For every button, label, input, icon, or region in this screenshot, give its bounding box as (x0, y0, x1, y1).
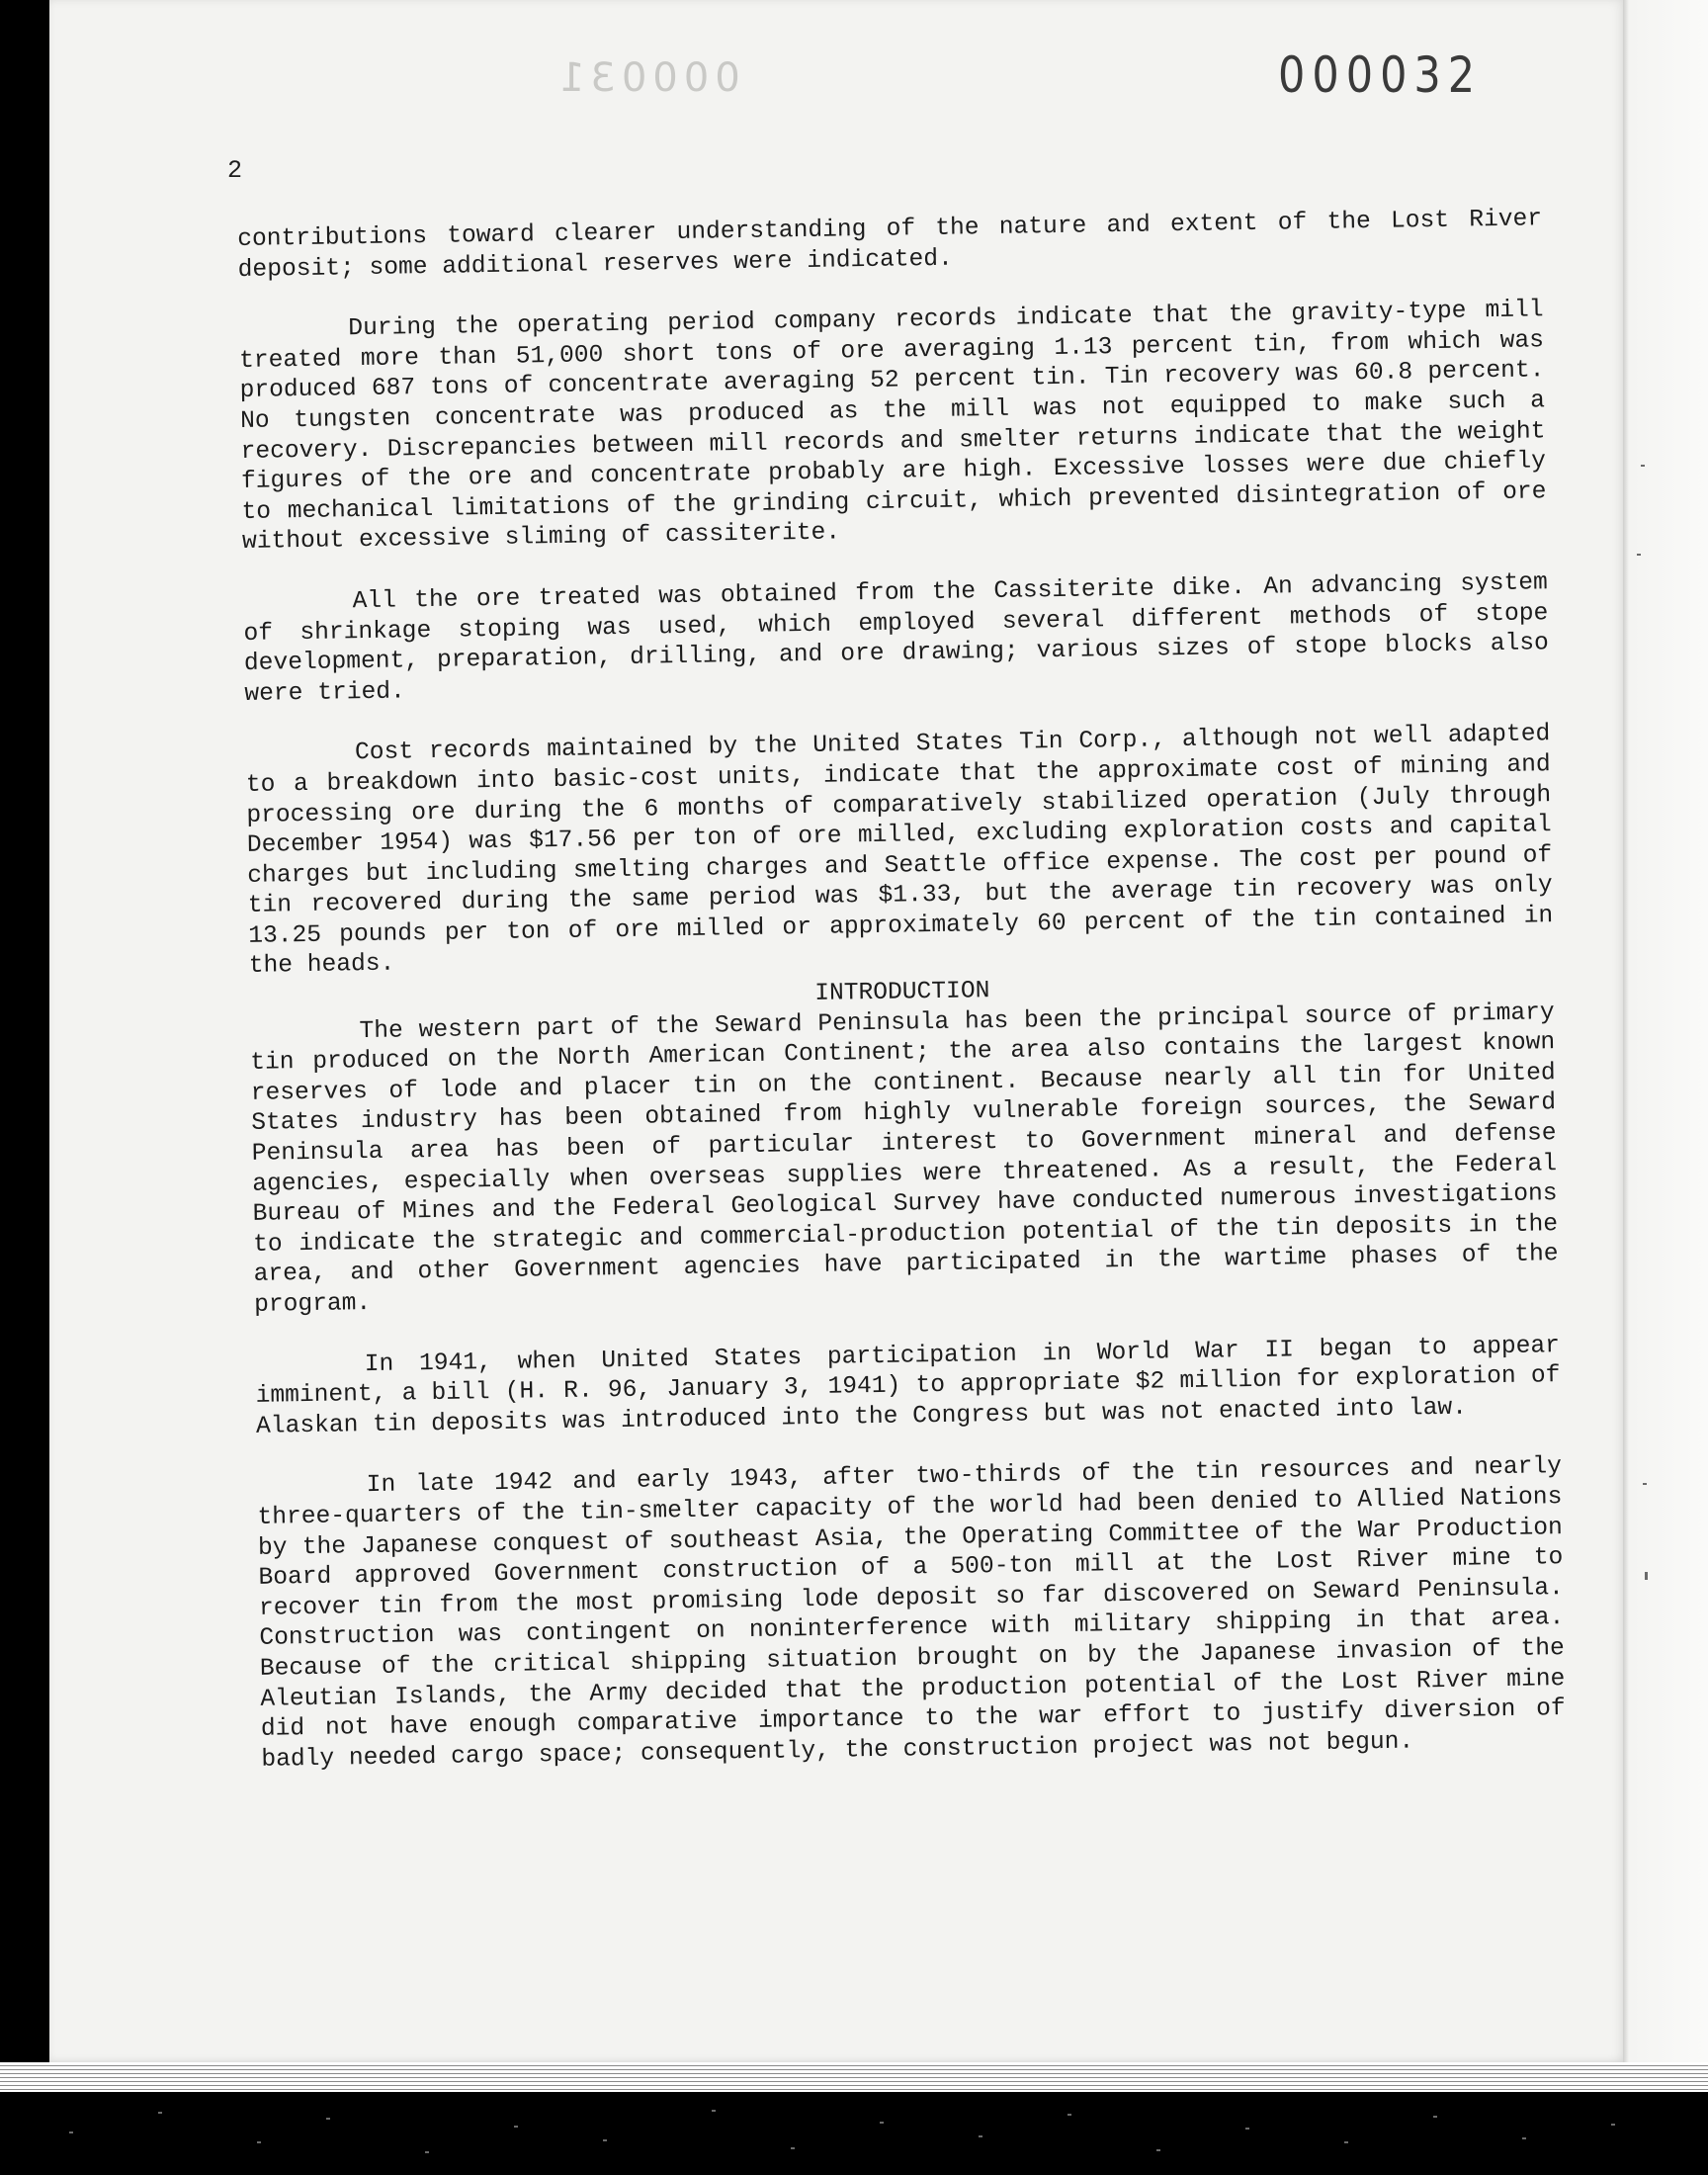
scanner-edge-stripes (0, 2062, 1708, 2092)
section-heading-introduction: INTRODUCTION (814, 978, 990, 1007)
paragraph-1942-1943: In late 1942 and early 1943, after two-thirds of the tin resources and nearly three-quarters of the tin-smelter capacity of the world had been denied to Allied Nations by the Japanese conquest of southeast Asia, the Operating Committee of the War Production Board approved Government construction of a 500-ton mill at the Lost River mine to recover tin from the most promising lode deposit so far discovered on Seward Peninsula. Construction was contingent on noninterference with military shipping in that area. Because of the critical shipping situation brought on by the Japanese invasion of the Aleutian Islands, the Army decided that the production potential of the Lost River mine did not have enough comparative importance to the war effort to justify diversion of badly needed cargo space; consequently, the construction project was not begun. (257, 1453, 1566, 1774)
bleed-through-serial-number: 000031 (554, 55, 740, 101)
paragraph-continued: contributions toward clearer understanding of the nature and extent of the Lost River deposit; some additional reserves were indicated. (237, 206, 1543, 284)
paragraph-1941-bill: In 1941, when United States participation in World War II began to appear imminent, a bill (H. R. 96, January 3, 1941) to appropriate $2 million for exploration of Alaskan tin deposits was introduced into the Congress but was not enacted into law. (255, 1332, 1561, 1440)
page-edge-right (1623, 0, 1708, 2066)
paper-sheet (49, 0, 1626, 2064)
paragraph-mill-operations: During the operating period company records indicate that the gravity-type mill treated more than 51,000 short tons of ore averaging 1.13 percent tin, from which was produced 687 tons of concentrate averaging 52 percent tin. Tin recovery was 60.8 percent. No tungsten concentrate was produced as the mill was not equipped to make such a recovery. Discrepancies between mill records and smelter returns indicate that the weight figures of the ore and concentrate probably are high. Excessive losses were due chiefly to mechanical limitations of the grinding circuit, which prevented disintegration of ore without excessive sliming of cassiterite. (238, 297, 1547, 557)
page-number: 2 (227, 156, 243, 185)
paragraph-stoping: All the ore treated was obtained from the Cassiterite dike. An advancing system of shrinkage stoping was used, which employed several different methods of stope development, preparation, drilling, and ore drawing; various sizes of stope blocks also were tried. (243, 569, 1550, 708)
paragraph-cost-records: Cost records maintained by the United States Tin Corp., although not well adapted to a breakdown into basic-cost units, indicate that the approximate cost of mining and processing ore during the 6 months of comparatively stabilized operation (July through December 1954) was $17.56 per ton of ore milled, excluding exploration costs and capital charges but including smelting charges and Seattle office expense. The cost per pound of tin recovered during the same period was $1.33, but the average tin recovery was only 13.25 pounds per ton of ore milled or approximately 60 percent of the tin contained in the heads. (245, 721, 1554, 981)
document-body (237, 205, 1567, 1806)
paragraph-seward-peninsula: The western part of the Seward Peninsula has been the principal source of primary tin produced on the North American Continent; the area also contains the largest known reserves of lode and placer tin on the continent. Because nearly all tin for United States industry has been obtained from highly vulnerable foreign sources, the Seward Peninsula area has been of particular interest to Government mineral and defense agencies, especially when overseas supplies were threatened. As a result, the Federal Bureau of Mines and the Federal Geological Survey have conducted numerous investigations to indicate the strategic and commercial-production potential of the tin deposits in the area, and other Government agencies have participated in the wartime phases of the program. (250, 999, 1559, 1319)
scanner-background (0, 2092, 1708, 2175)
document-serial-number: 000032 (1278, 47, 1483, 105)
